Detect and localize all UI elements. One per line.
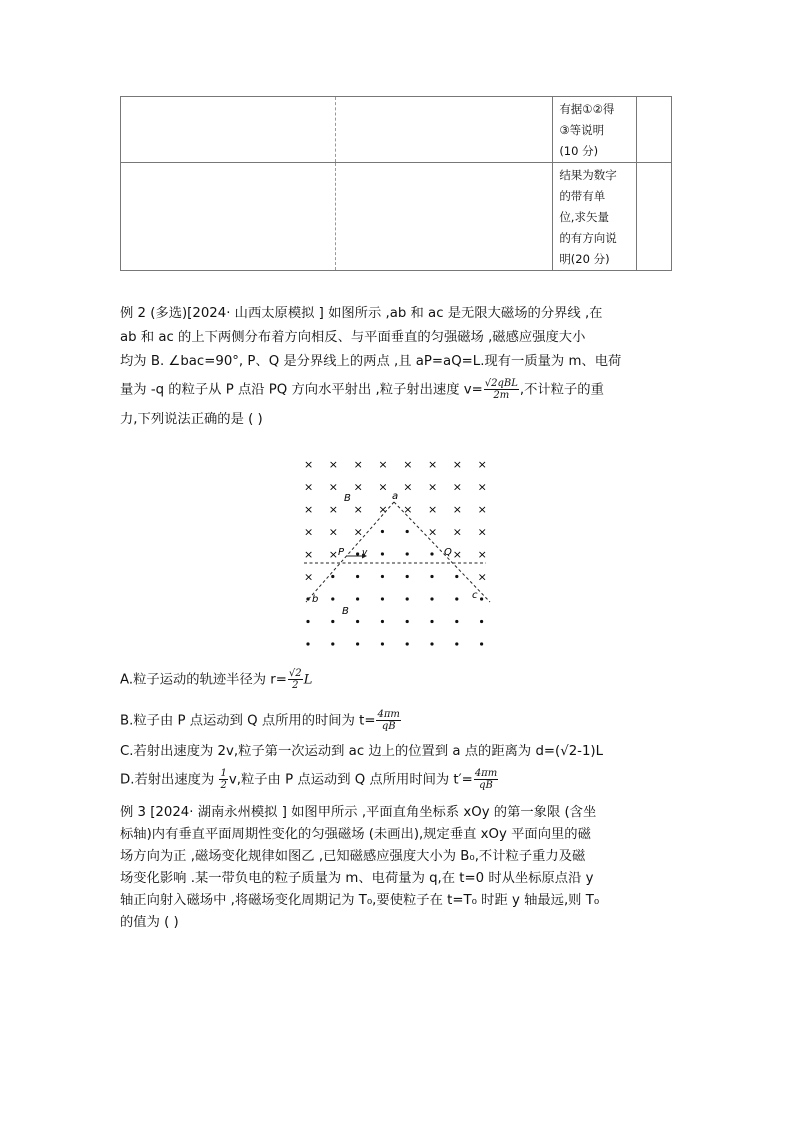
example2-line5: 力,下列说法正确的是 ( ) xyxy=(120,412,263,427)
option-D-text-a: D.若射出速度为 xyxy=(120,772,219,788)
example3-line3: 场方向为正 ,磁场变化规律如图乙 ,已知磁感应强度大小为 B₀,不计粒子重力及磁 xyxy=(120,849,586,864)
dot-mark xyxy=(381,620,384,623)
example3-line5: 轴正向射入磁场中 ,将磁场变化周期记为 T₀,要使粒子在 t=T₀ 时距 y 轴最远,则 T₀ xyxy=(120,893,600,908)
dot-mark xyxy=(331,642,334,645)
cross-mark: × xyxy=(428,503,438,516)
dot-mark xyxy=(406,552,409,555)
dot-mark xyxy=(480,597,483,600)
option-B-denominator: qB xyxy=(381,721,396,732)
label-b: b xyxy=(312,594,319,605)
cross-mark: × xyxy=(452,503,463,516)
note-line: 结果为数字 xyxy=(559,168,617,182)
cross-mark: × xyxy=(452,458,463,471)
dot-mark xyxy=(406,575,409,578)
velocity-numerator: √2qBL xyxy=(484,378,518,389)
cross-mark: × xyxy=(477,503,487,516)
option-A xyxy=(120,668,312,691)
dot-mark xyxy=(455,642,458,645)
cross-mark: × xyxy=(328,548,339,561)
option-D-numerator: 4πm xyxy=(474,768,498,779)
dot-mark xyxy=(331,620,334,623)
cross-mark: × xyxy=(304,503,314,516)
dot-mark xyxy=(406,642,409,645)
option-A-fraction xyxy=(288,668,303,691)
table-cell-note xyxy=(553,97,637,163)
cross-mark: × xyxy=(428,525,438,539)
boundary-ac xyxy=(394,502,490,602)
cross-mark: × xyxy=(328,525,339,539)
cross-mark: × xyxy=(428,458,438,471)
option-D-half-numerator: 1 xyxy=(220,768,227,779)
cross-mark: × xyxy=(378,480,388,494)
dot-mark xyxy=(381,642,384,645)
cross-mark: × xyxy=(477,570,487,584)
example3-line1: 例 3 [2024· 湖南永州模拟 ] 如图甲所示 ,平面直角坐标系 xOy 的第一象限 (含坐 xyxy=(120,805,597,820)
velocity-fraction xyxy=(484,378,519,401)
option-C: C.若射出速度为 2v,粒子第一次运动到 ac 边上的位置到 a 点的距离为 d=(√2-1)L xyxy=(120,744,604,759)
example2-line1: 例 2 (多选)[2024· 山西太原模拟 ] 如图所示 ,ab 和 ac 是无限大磁场的分界线 ,在 xyxy=(120,306,603,321)
cross-mark: × xyxy=(403,458,413,471)
table-cell xyxy=(637,97,672,163)
example3-line6: 的值为 ( ) xyxy=(120,915,179,930)
table-cell xyxy=(637,163,672,271)
magnetic-field-figure xyxy=(294,452,500,656)
option-D xyxy=(120,768,499,791)
cross-mark: × xyxy=(328,480,339,494)
dot-mark xyxy=(406,597,409,600)
dot-mark xyxy=(331,575,334,578)
dot-mark xyxy=(430,552,433,555)
cross-mark: × xyxy=(477,548,487,561)
dot-mark xyxy=(356,642,359,645)
example3-line4: 场变化影响 .某一带负电的粒子质量为 m、电荷量为 q,在 t=0 时从坐标原点沿 y xyxy=(120,871,594,886)
dot-mark xyxy=(480,642,483,645)
dot-mark xyxy=(306,642,309,645)
dot-mark xyxy=(381,552,384,555)
cross-mark: × xyxy=(428,480,438,494)
option-D-text-b: v,粒子由 P 点运动到 Q 点所用时间为 t′= xyxy=(228,772,473,788)
example2-line4b: ,不计粒子的重 xyxy=(519,382,604,398)
option-A-numerator: √2 xyxy=(288,668,302,679)
note-line: 的带有单 xyxy=(559,189,606,203)
label-B-upper: B xyxy=(344,493,351,504)
option-A-text: A.粒子运动的轨迹半径为 r= xyxy=(120,672,287,688)
option-B-numerator: 4πm xyxy=(377,709,400,720)
cross-mark: × xyxy=(403,503,413,516)
note-line: 的有方向说 xyxy=(559,231,617,245)
dot-mark xyxy=(406,530,409,533)
dot-mark xyxy=(381,575,384,578)
dot-mark xyxy=(356,552,359,555)
example2-line4 xyxy=(120,378,604,401)
cross-mark: × xyxy=(452,525,463,539)
cross-mark: × xyxy=(353,503,363,516)
example2-line2: ab 和 ac 的上下两侧分布着方向相反、与平面垂直的匀强磁场 ,磁感应强度大小 xyxy=(120,330,586,345)
dot-mark xyxy=(356,620,359,623)
cross-mark: × xyxy=(328,503,339,516)
cross-mark: × xyxy=(477,458,487,471)
table-cell xyxy=(336,97,553,163)
note-line: 有据①②得 xyxy=(559,102,615,116)
note-line: (10 分) xyxy=(559,144,599,158)
option-D-denominator: qB xyxy=(479,780,493,791)
dot-mark xyxy=(455,575,458,578)
dot-mark xyxy=(381,530,384,533)
cross-mark: × xyxy=(378,458,388,471)
option-D-half xyxy=(219,768,227,791)
dot-mark xyxy=(331,597,334,600)
label-Q: Q xyxy=(444,547,452,558)
label-P: P xyxy=(338,547,345,558)
note-line: ③等说明 xyxy=(559,123,605,137)
option-A-denominator: 2 xyxy=(292,680,299,691)
note-line: 位,求矢量 xyxy=(559,210,609,224)
cross-mark: × xyxy=(304,570,314,584)
velocity-denominator: 2m xyxy=(493,390,510,401)
table-cell xyxy=(121,97,336,163)
table-cell xyxy=(336,163,553,271)
dot-mark xyxy=(455,597,458,600)
label-B-lower: B xyxy=(342,606,349,617)
cross-mark: × xyxy=(353,480,363,494)
boundary-ab xyxy=(306,502,394,602)
dot-mark xyxy=(356,575,359,578)
dot-mark xyxy=(455,620,458,623)
example2-line3: 均为 B. ∠bac=90°, P、Q 是分界线上的两点 ,且 aP=aQ=L.现有一质量为 m、电荷 xyxy=(120,354,622,369)
example2-line4a: 量为 -q 的粒子从 P 点沿 PQ 方向水平射出 ,粒子射出速度 v= xyxy=(120,382,483,398)
cross-mark: × xyxy=(403,480,413,494)
dot-mark xyxy=(381,597,384,600)
option-D-half-denominator: 2 xyxy=(220,780,227,791)
table-cell xyxy=(121,163,336,271)
dot-mark xyxy=(306,620,309,623)
cross-mark: × xyxy=(477,525,487,539)
cross-mark: × xyxy=(304,458,314,471)
cross-mark: × xyxy=(477,480,487,494)
option-D-fraction xyxy=(474,768,498,791)
dot-mark xyxy=(406,620,409,623)
dot-mark xyxy=(430,575,433,578)
dot-mark xyxy=(430,620,433,623)
cross-mark: × xyxy=(328,458,339,471)
cross-mark: × xyxy=(378,503,388,516)
cross-mark: × xyxy=(452,480,463,494)
scoring-table xyxy=(120,96,672,271)
example3-line2: 标轴)内有垂直平面周期性变化的匀强磁场 (未画出),规定垂直 xOy 平面向里的磁 xyxy=(120,827,591,842)
dot-mark xyxy=(430,597,433,600)
cross-mark: × xyxy=(304,548,314,561)
cross-mark: × xyxy=(304,480,314,494)
cross-mark: × xyxy=(304,525,314,539)
cross-mark: × xyxy=(452,548,463,561)
label-a: a xyxy=(392,491,399,502)
note-line: 明(20 分) xyxy=(559,252,610,266)
label-v: v xyxy=(362,548,368,558)
dot-mark xyxy=(356,597,359,600)
table-cell-note xyxy=(553,163,637,271)
cross-mark: × xyxy=(353,525,363,539)
dot-mark xyxy=(480,620,483,623)
option-B xyxy=(120,709,402,732)
cross-marks-region xyxy=(304,458,487,584)
dot-mark xyxy=(430,642,433,645)
cross-mark: × xyxy=(353,458,363,471)
option-B-fraction xyxy=(376,709,400,732)
option-A-tail: L xyxy=(303,672,313,688)
option-B-text: B.粒子由 P 点运动到 Q 点所用的时间为 t= xyxy=(120,713,376,729)
label-c: c xyxy=(472,590,478,601)
